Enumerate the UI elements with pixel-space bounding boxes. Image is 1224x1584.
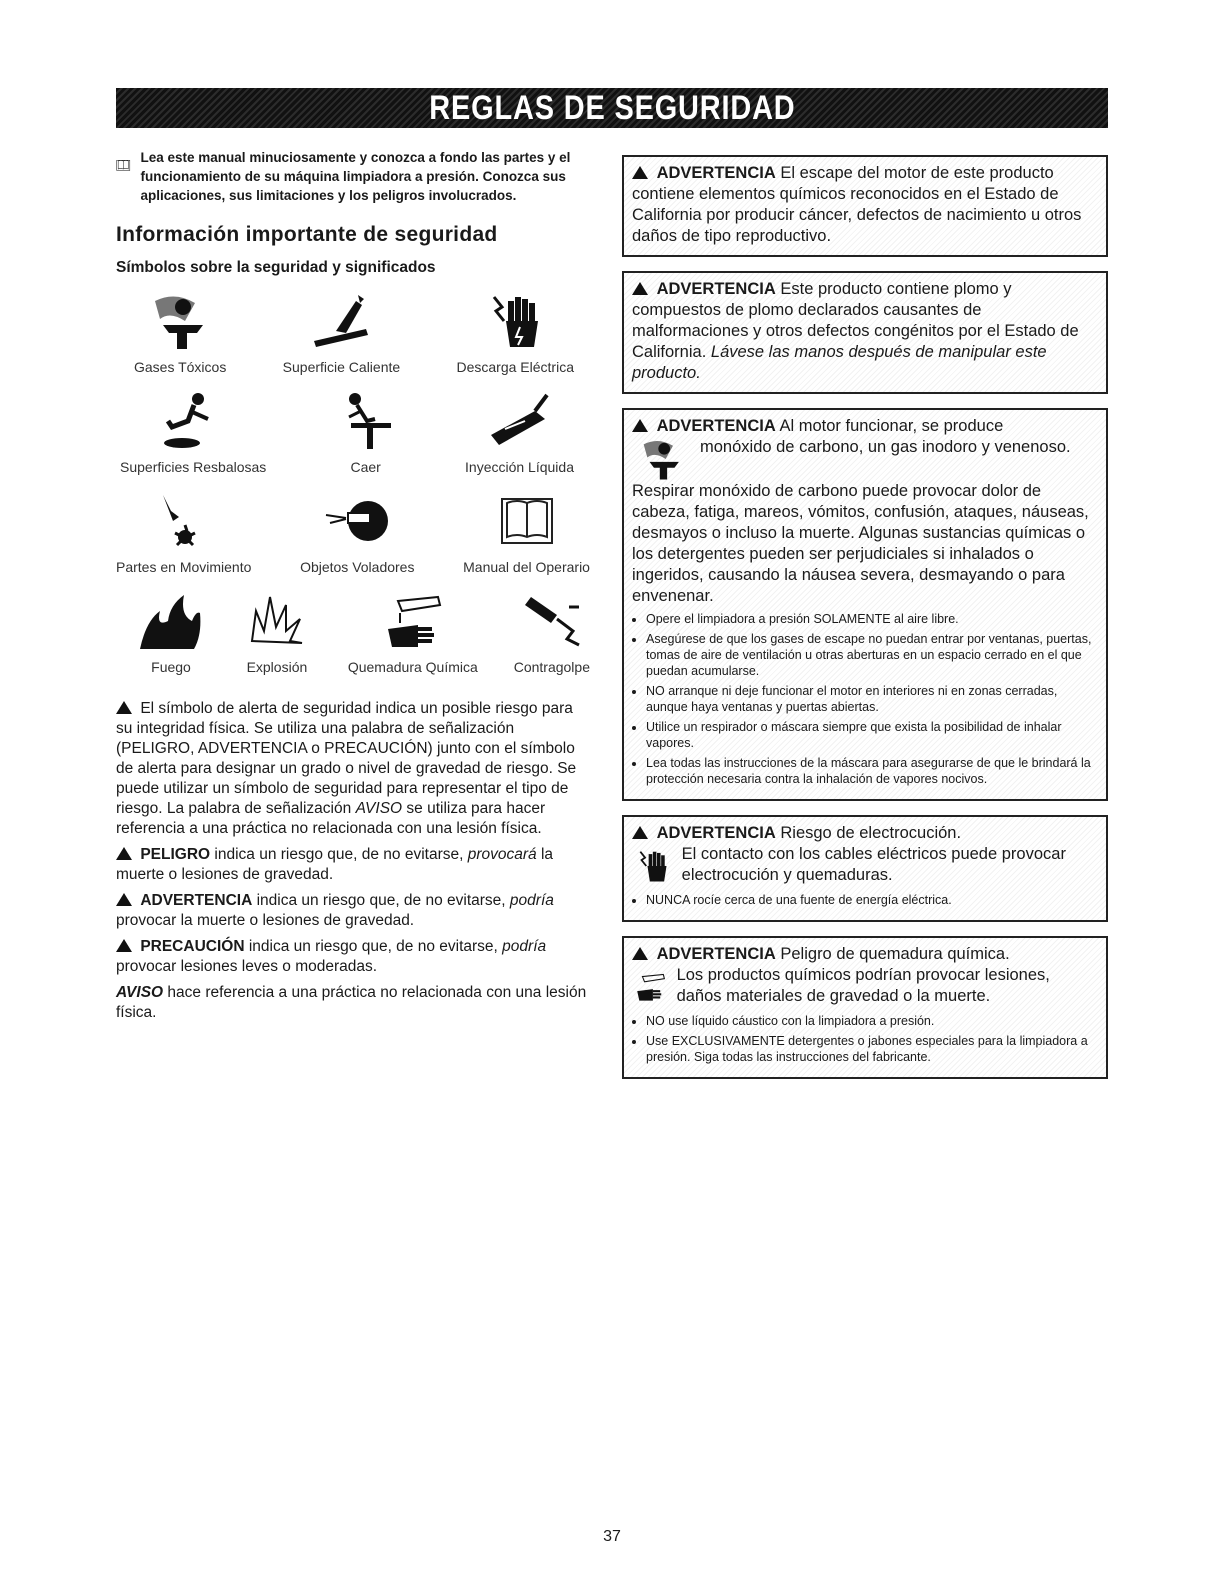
symbol-label: Superficies Resbalosas xyxy=(120,459,267,475)
warning-emphasis: Lávese las manos después de manipular este producto. xyxy=(632,343,1047,382)
symbol-kickback xyxy=(514,591,590,675)
fall-icon xyxy=(331,391,401,451)
page-header xyxy=(116,88,1108,128)
peligro-paragraph: PELIGRO indica un riesgo que, de no evitarse, provocará la muerte o lesiones de gravedad. xyxy=(116,846,554,883)
alert-triangle-icon xyxy=(632,282,648,295)
warning-text: Respirar monóxido de carbono puede provocar dolor de cabeza, fatiga, mareos, vómitos, confusión, ataques, náuseas, desmayos o incluso la muerte. Algunas sustancias químicas o los detergentes pueden ser perjudiciales si inhalados o ingeridos, causando la náusea severa, desmayando o para envenenar. xyxy=(632,482,1089,605)
precaucion-paragraph: PRECAUCIÓN indica un riesgo que, de no evitarse, podría provocar lesiones leves o moderadas. xyxy=(116,938,547,975)
list-item: • Opere el limpiadora a presión SOLAMENTE al aire libre. xyxy=(646,611,1098,627)
right-column xyxy=(622,155,1108,1093)
warning-box-chemical-burn xyxy=(622,936,1108,1079)
electric-shock-icon xyxy=(632,844,674,888)
electric-shock-icon xyxy=(480,291,550,351)
symbol-row-4 xyxy=(116,591,590,675)
advertencia-paragraph: ADVERTENCIA indica un riesgo que, de no evitarse, podría provocar la muerte o lesiones de gravedad. xyxy=(116,892,554,929)
warning-text: Los productos químicos podrían provocar lesiones, daños materiales de gravedad o la muerte. xyxy=(676,966,1050,1005)
aviso-paragraph: AVISO hace referencia a una práctica no relacionada con una lesión física. xyxy=(116,984,587,1021)
symbol-label: Explosión xyxy=(246,659,308,675)
list-item: • NUNCA rocíe cerca de una fuente de energía eléctrica. xyxy=(646,892,1098,908)
symbol-row-3 xyxy=(116,491,590,575)
symbol-label: Inyección Líquida xyxy=(465,459,574,475)
warning-word: ADVERTENCIA xyxy=(656,417,776,435)
toxic-gas-icon xyxy=(145,291,215,351)
warning-word: ADVERTENCIA xyxy=(656,945,776,963)
symbol-moving-parts xyxy=(116,491,251,575)
symbol-fluid-injection xyxy=(465,391,574,475)
symbol-explosion xyxy=(242,591,312,675)
alert-triangle-icon xyxy=(632,166,648,179)
section-title: Información importante de seguridad xyxy=(116,223,498,246)
warning-icon-text: monóxido de carbono, un gas inodoro y venenoso. xyxy=(700,438,1071,456)
symbol-label: Gases Tóxicos xyxy=(134,359,227,375)
symbol-label: Fuego xyxy=(151,659,191,675)
list-item: • Utilice un respirador o máscara siempre que exista la posibilidad de inhalar vapores. xyxy=(646,719,1098,751)
warning-text: El escape del motor de este producto contiene elementos químicos reconocidos en el Estado de California por producir cáncer, defectos de nacimiento u otros daños de tipo reproductivo. xyxy=(632,164,1082,245)
symbol-label: Partes en Movimiento xyxy=(116,559,252,575)
chemical-burn-icon xyxy=(378,591,448,651)
alert-triangle-icon xyxy=(116,847,132,860)
symbol-chemical-burn xyxy=(348,591,478,675)
fire-icon xyxy=(136,591,206,651)
symbol-label: Contragolpe xyxy=(513,659,590,675)
list-item: • NO use líquido cáustico con la limpiadora a presión. xyxy=(646,1013,1098,1029)
list-item: • Use EXCLUSIVAMENTE detergentes o jabones especiales para la limpiadora a presión. Siga todas las instrucciones del fabricante. xyxy=(646,1033,1098,1065)
alert-triangle-icon xyxy=(116,893,132,906)
warning-word: ADVERTENCIA xyxy=(656,164,776,182)
warning-box-carbon-monoxide xyxy=(622,408,1108,801)
list-item: • NO arranque ni deje funcionar el motor en interiores ni en zonas cerradas, aunque haya ventanas y puertas abiertas. xyxy=(646,683,1098,715)
warning-word: ADVERTENCIA xyxy=(656,824,776,842)
manual-icon xyxy=(116,148,131,182)
warning-lead: Peligro de quemadura química. xyxy=(780,945,1010,963)
section-subtitle: Símbolos sobre la seguridad y significados xyxy=(116,259,436,276)
intro-block xyxy=(116,148,590,205)
warning-bullets xyxy=(632,1013,1098,1065)
operator-manual-icon xyxy=(492,491,562,551)
symbol-hot-surface xyxy=(283,291,401,375)
left-column xyxy=(116,148,590,1029)
symbol-electric-shock xyxy=(456,291,574,375)
alert-triangle-icon xyxy=(116,701,132,714)
warning-box-electrocution xyxy=(622,815,1108,922)
warning-word: ADVERTENCIA xyxy=(656,280,776,298)
symbol-label: Quemadura Química xyxy=(347,659,478,675)
hot-surface-icon xyxy=(306,291,376,351)
symbol-label: Objetos Voladores xyxy=(300,559,415,575)
warning-lead: Riesgo de electrocución. xyxy=(780,824,962,842)
warning-text: El contacto con los cables eléctricos puede provocar electrocución y quemaduras. xyxy=(681,845,1066,884)
page-number: 37 xyxy=(603,1528,621,1545)
slippery-surface-icon xyxy=(158,391,228,451)
kickback-icon xyxy=(517,591,587,651)
alert-triangle-icon xyxy=(632,826,648,839)
symbol-label: Descarga Eléctrica xyxy=(456,359,574,375)
symbol-flying-objects xyxy=(300,491,414,575)
warning-box-lead xyxy=(622,271,1108,394)
warning-bullets xyxy=(632,611,1098,787)
list-item: • Asegúrese de que los gases de escape no puedan entrar por ventanas, puertas, tomas de aire de ventilación u otras aberturas en un espacio cerrado en el que puedan acumularse. xyxy=(646,631,1098,679)
alert-triangle-icon xyxy=(116,939,132,952)
warning-text: Este producto contiene plomo y compuestos de plomo declarados causantes de malformaciones y otros defectos congénitos por el Estado de California. xyxy=(632,280,1079,361)
explosion-icon xyxy=(242,591,312,651)
warning-bullets xyxy=(632,892,1098,908)
symbol-fire xyxy=(136,591,206,675)
symbol-row-1 xyxy=(116,291,590,375)
warning-box-exhaust xyxy=(622,155,1108,257)
list-item: • Lea todas las instrucciones de la máscara para asegurarse de que le brindará la protección necesaria contra la inhalación de vapores nocivos. xyxy=(646,755,1098,787)
chemical-burn-icon xyxy=(632,965,669,1009)
flying-objects-icon xyxy=(322,491,392,551)
moving-parts-icon xyxy=(149,491,219,551)
explanations xyxy=(116,699,590,1023)
toxic-gas-icon xyxy=(632,437,692,481)
symbol-label: Caer xyxy=(350,459,381,475)
warning-lead: Al motor funcionar, se produce xyxy=(779,417,1004,435)
symbol-label: Manual del Operario xyxy=(463,559,590,575)
symbol-label: Superficie Caliente xyxy=(282,359,401,375)
alert-paragraph: El símbolo de alerta de seguridad indica un posible riesgo para su integridad física. Se utiliza una palabra de señalización (PELIGRO, ADVERTENCIA o PRECAUCIÓN) junto con el símbolo de alerta para designar un grado o nivel de gravedad de riesgo. Se puede utilizar un símbolo de seguridad para representar el tipo de riesgo. La palabra de señalización AVISO se utiliza para hacer referencia a una práctica no relacionada con una lesión física. xyxy=(116,700,577,837)
page-title: REGLAS DE SEGURIDAD xyxy=(428,88,796,127)
alert-triangle-icon xyxy=(632,947,648,960)
symbol-slippery xyxy=(120,391,266,475)
intro-text: Lea este manual minuciosamente y conozca a fondo las partes y el funcionamiento de su máquina limpiadora a presión. Conozca sus aplicaciones, sus limitaciones y los peligros involucrados. xyxy=(140,150,571,203)
symbol-toxic-gas xyxy=(134,291,226,375)
symbol-fall xyxy=(331,391,401,475)
fluid-injection-icon xyxy=(485,391,555,451)
symbol-row-2 xyxy=(116,391,590,475)
symbol-operator-manual xyxy=(463,491,590,575)
alert-triangle-icon xyxy=(632,419,648,432)
